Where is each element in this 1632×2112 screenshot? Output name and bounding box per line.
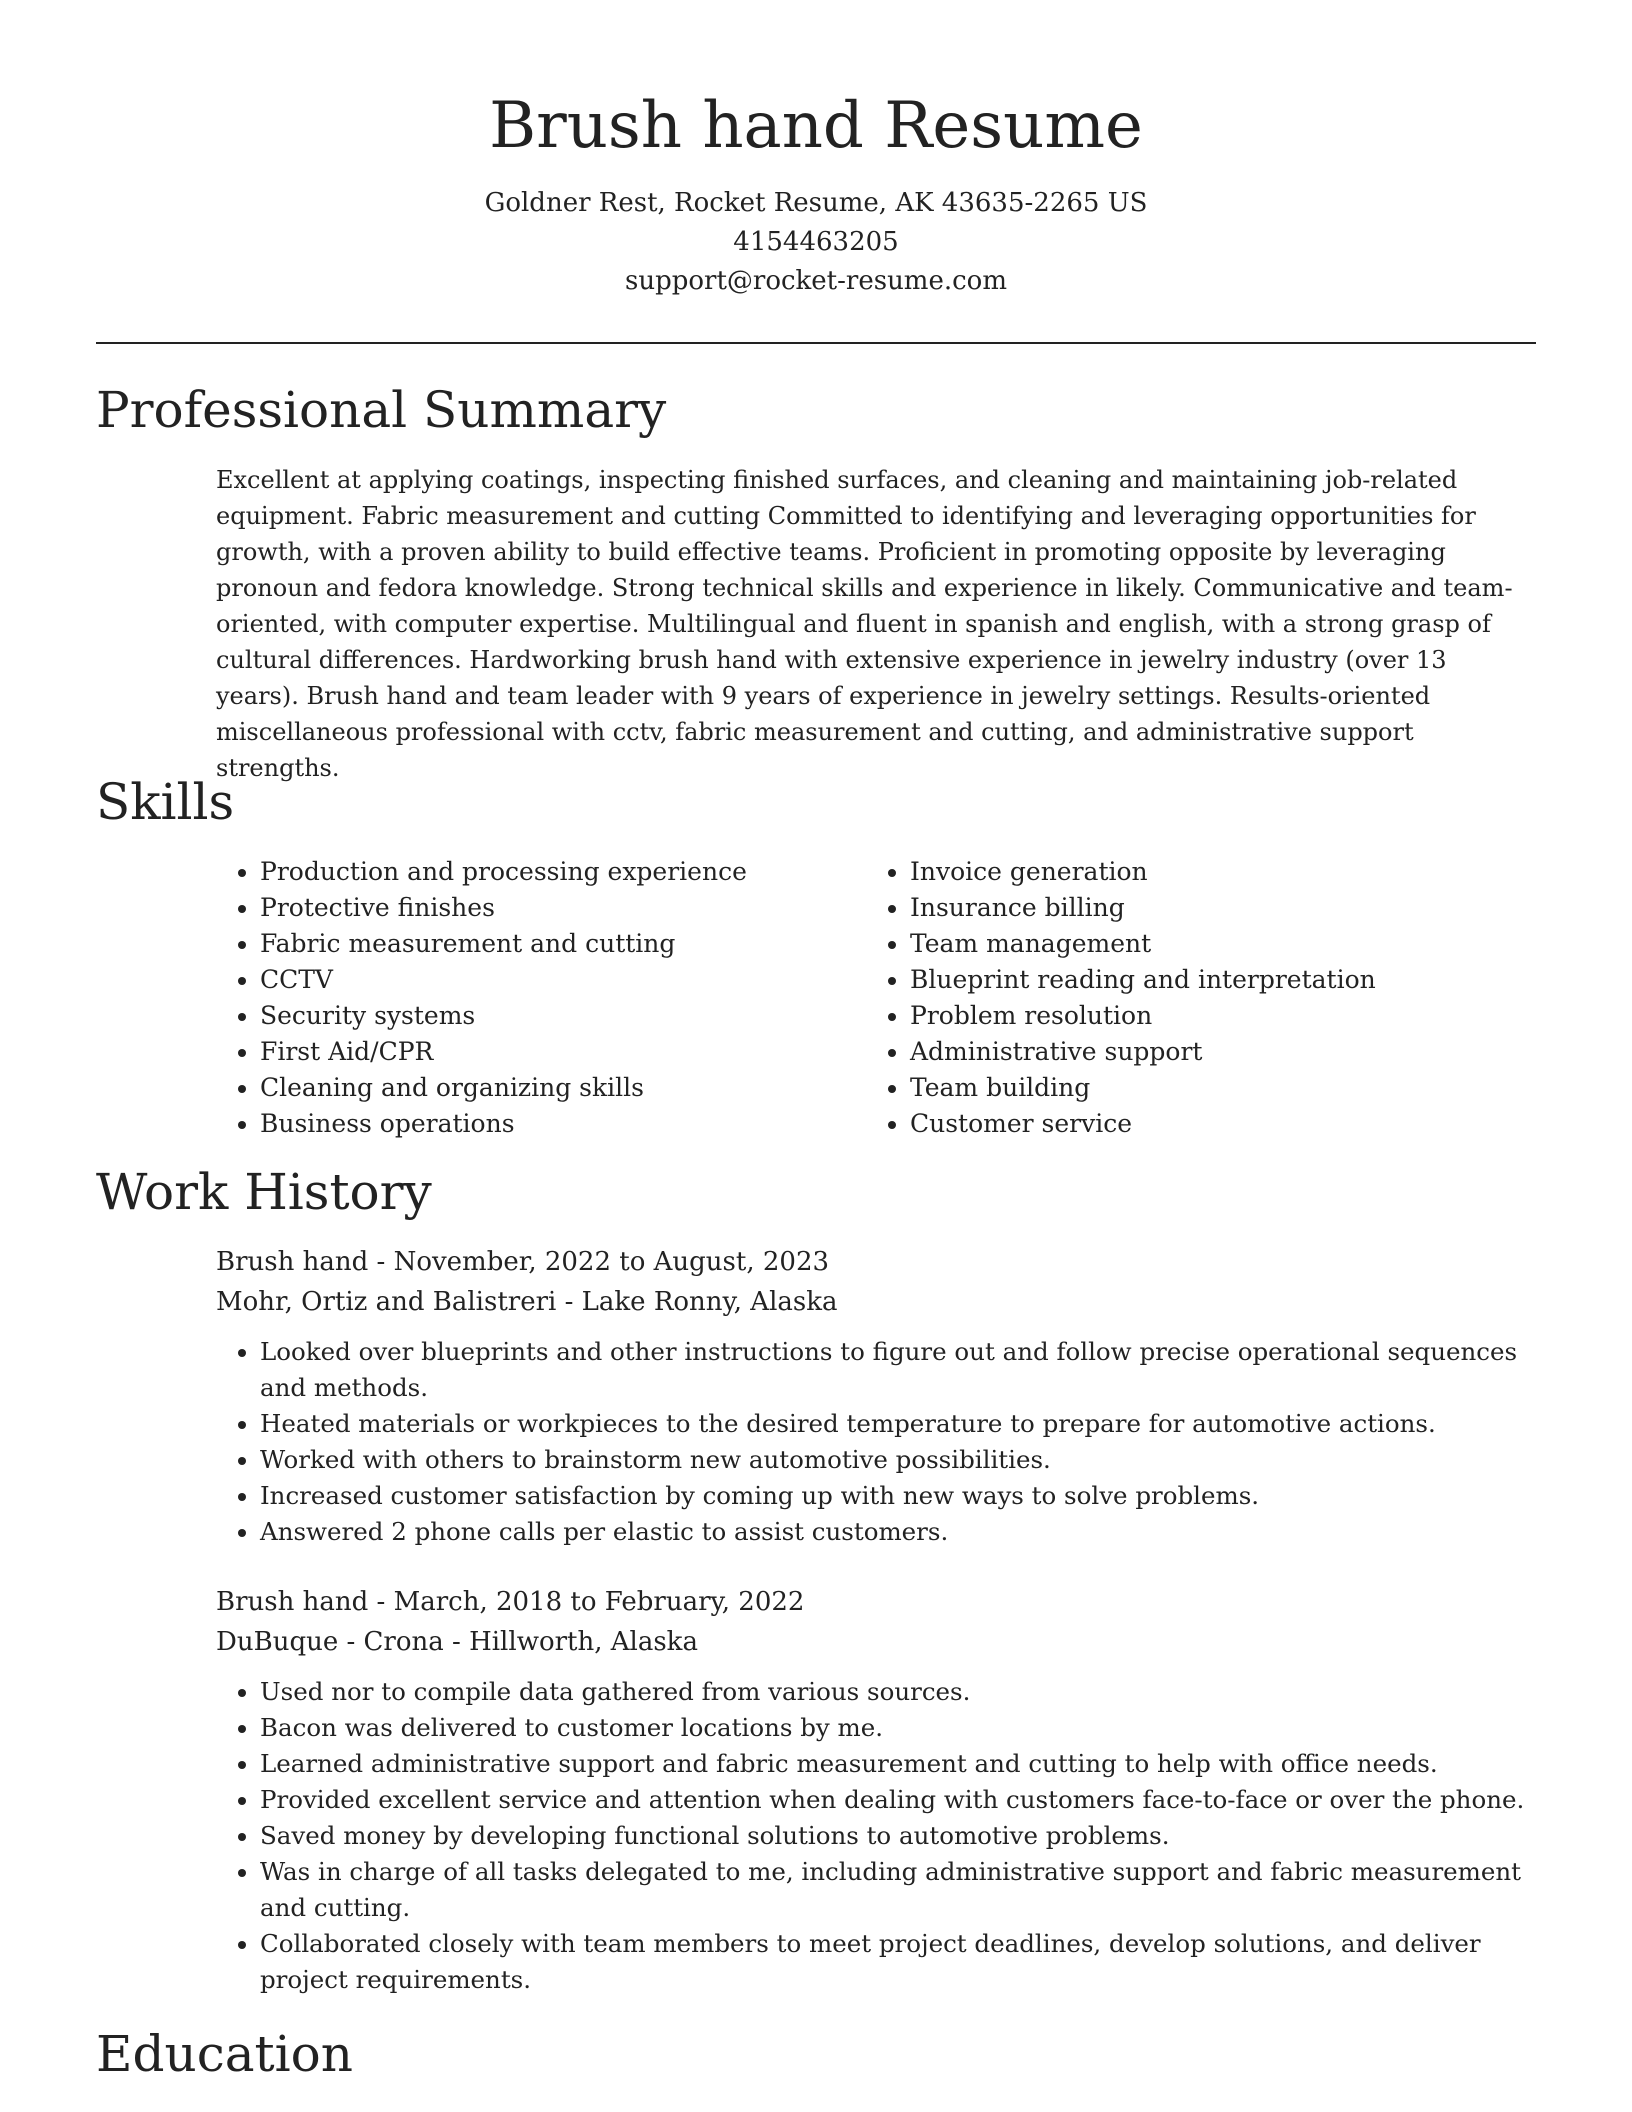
job-company-line: Mohr, Ortiz and Balistreri - Lake Ronny, Alaska	[216, 1287, 838, 1317]
skill-item: • Security systems	[260, 998, 866, 1034]
job-bullet: • Looked over blueprints and other instructions to figure out and follow precise operational sequences and methods.	[260, 1334, 1536, 1406]
contact-info	[0, 184, 1632, 301]
skills-list	[216, 854, 1536, 1142]
skill-item: • Fabric measurement and cutting	[260, 926, 866, 962]
job-bullet: • Increased customer satisfaction by coming up with new ways to solve problems.	[260, 1478, 1536, 1514]
skills-heading: Skills	[96, 773, 235, 831]
work-history-heading: Work History	[96, 1163, 432, 1221]
skill-item: • Team management	[910, 926, 1516, 962]
job-bullet: • Answered 2 phone calls per elastic to assist customers.	[260, 1514, 1536, 1550]
skills-column-left	[216, 854, 866, 1142]
skill-item: • Team building	[910, 1070, 1516, 1106]
job-bullet: • Learned administrative support and fabric measurement and cutting to help with office needs.	[260, 1746, 1536, 1782]
skill-item: • Blueprint reading and interpretation	[910, 962, 1516, 998]
skill-item: • Insurance billing	[910, 890, 1516, 926]
skill-item: • Administrative support	[910, 1034, 1516, 1070]
job-bullet: • Provided excellent service and attention when dealing with customers face-to-face or over the phone.	[260, 1782, 1536, 1818]
job-bullet: • Collaborated closely with team members to meet project deadlines, develop solutions, and deliver project requirements.	[260, 1926, 1536, 1998]
skill-item: • CCTV	[260, 962, 866, 998]
resume-header	[0, 0, 1632, 301]
summary-text: Excellent at applying coatings, inspecting finished surfaces, and cleaning and maintaining job-related equipment. Fabric measurement and cutting Committed to identifying and leveraging opportunities for growth, with a proven ability to build effective teams. Proficient in promoting opposite by leveraging pronoun and fedora knowledge. Strong technical skills and experience in likely. Communicative and team-oriented, with computer expertise. Multilingual and fluent in spanish and english, with a strong grasp of cultural differences. Hardworking brush hand with extensive experience in jewelry industry (over 13 years). Brush hand and team leader with 9 years of experience in jewelry settings. Results-oriented miscellaneous professional with cctv, fabric measurement and cutting, and administrative support strengths.	[216, 466, 1513, 782]
summary-heading: Professional Summary	[96, 381, 667, 439]
job-bullet: • Was in charge of all tasks delegated to me, including administrative support and fabric measurement and cutting.	[260, 1854, 1536, 1926]
skill-item: • Protective finishes	[260, 890, 866, 926]
contact-address: Goldner Rest, Rocket Resume, AK 43635-2265 US	[484, 188, 1148, 218]
skill-item: • Production and processing experience	[260, 854, 866, 890]
skill-item: • Invoice generation	[910, 854, 1516, 890]
job-title-line: Brush hand - November, 2022 to August, 2023	[216, 1247, 830, 1277]
skill-item: • Cleaning and organizing skills	[260, 1070, 866, 1106]
job-entry	[216, 1242, 1536, 1550]
skill-item: • Business operations	[260, 1106, 866, 1142]
job-bullet: • Saved money by developing functional solutions to automotive problems.	[260, 1818, 1536, 1854]
education-heading: Education	[96, 2025, 353, 2083]
job-bullets	[216, 1674, 1536, 1998]
skills-column-right	[866, 854, 1516, 1142]
contact-phone: 4154463205	[733, 227, 899, 257]
skill-item: • Customer service	[910, 1106, 1516, 1142]
job-bullet: • Bacon was delivered to customer locations by me.	[260, 1710, 1536, 1746]
skill-item: • Problem resolution	[910, 998, 1516, 1034]
resume-title: Brush hand Resume	[489, 89, 1143, 163]
contact-email: support@rocket-resume.com	[624, 266, 1007, 296]
job-bullets	[216, 1334, 1536, 1550]
job-bullet: • Heated materials or workpieces to the desired temperature to prepare for automotive actions.	[260, 1406, 1536, 1442]
job-entry	[216, 1582, 1536, 1998]
job-bullet: • Worked with others to brainstorm new automotive possibilities.	[260, 1442, 1536, 1478]
job-title-line: Brush hand - March, 2018 to February, 2022	[216, 1587, 805, 1617]
job-bullet: • Used nor to compile data gathered from various sources.	[260, 1674, 1536, 1710]
job-company-line: DuBuque - Crona - Hillworth, Alaska	[216, 1627, 698, 1657]
header-divider	[96, 342, 1536, 344]
skill-item: • First Aid/CPR	[260, 1034, 866, 1070]
